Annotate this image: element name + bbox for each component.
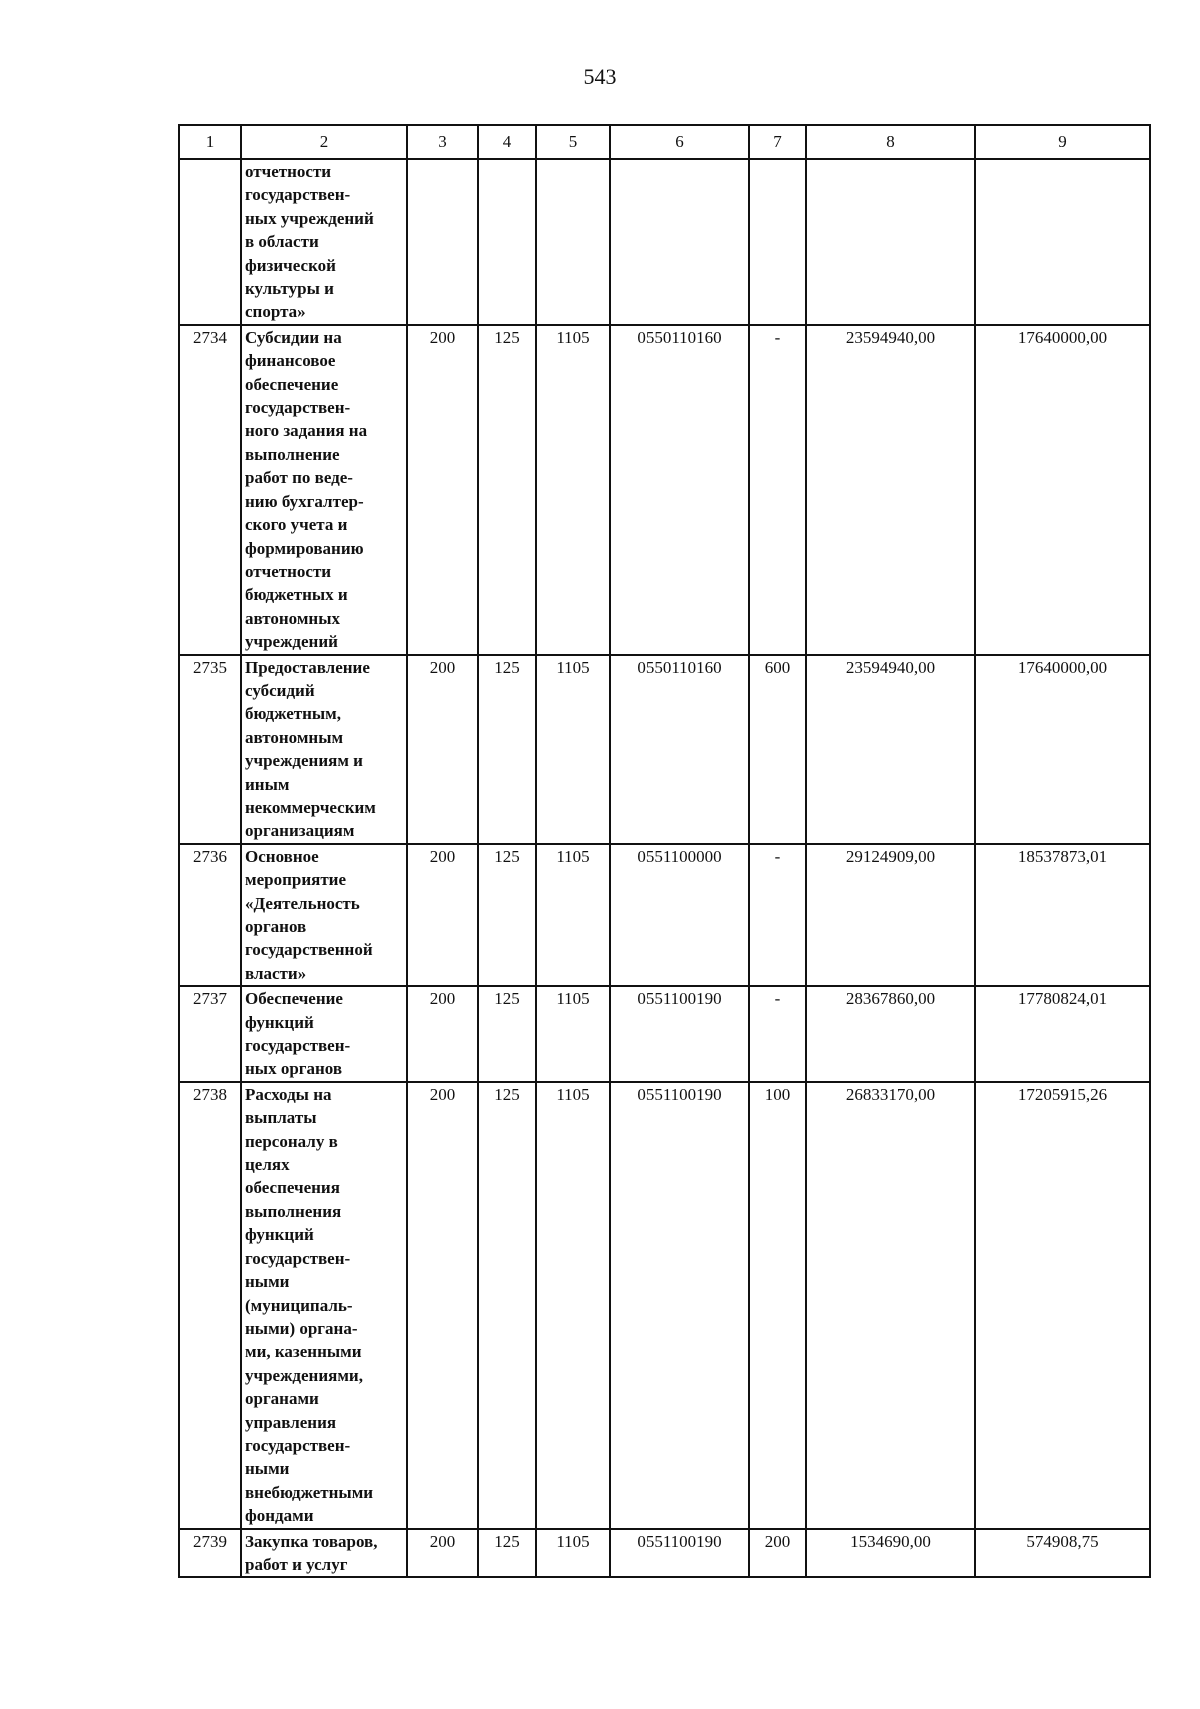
cell-col7 bbox=[749, 159, 806, 325]
cell-col9: 17780824,01 bbox=[975, 986, 1150, 1082]
cell-col7: 600 bbox=[749, 655, 806, 844]
cell-col9 bbox=[975, 159, 1150, 325]
cell-col3: 200 bbox=[407, 844, 478, 986]
cell-col5: 1105 bbox=[536, 655, 610, 844]
row-name: Расходы на выплаты персоналу в целях обеспечения выполнения функций государствен- ными (муниципаль- ными) органа- ми, казенными учреждениями, органами управления государствен- ными внебюджетными фондами bbox=[241, 1082, 407, 1529]
cell-col6: 0550110160 bbox=[610, 325, 749, 655]
cell-col9: 17640000,00 bbox=[975, 655, 1150, 844]
cell-col4: 125 bbox=[478, 844, 536, 986]
column-header-5: 5 bbox=[536, 125, 610, 159]
column-header-9: 9 bbox=[975, 125, 1150, 159]
row-name: Субсидии на финансовое обеспечение государствен- ного задания на выполнение работ по веде- нию бухгалтер- ского учета и формированию отчетности бюджетных и автономных учреждений bbox=[241, 325, 407, 655]
cell-col9: 17640000,00 bbox=[975, 325, 1150, 655]
cell-col6: 0550110160 bbox=[610, 655, 749, 844]
column-header-3: 3 bbox=[407, 125, 478, 159]
cell-col4 bbox=[478, 159, 536, 325]
page-number: 543 bbox=[583, 64, 617, 89]
cell-col7: 100 bbox=[749, 1082, 806, 1529]
cell-col3 bbox=[407, 159, 478, 325]
row-number: 2737 bbox=[179, 986, 241, 1082]
row-number: 2735 bbox=[179, 655, 241, 844]
cell-col5: 1105 bbox=[536, 844, 610, 986]
cell-col6 bbox=[610, 159, 749, 325]
table-row bbox=[179, 986, 1150, 1082]
row-number: 2739 bbox=[179, 1529, 241, 1578]
cell-col3: 200 bbox=[407, 1529, 478, 1578]
cell-col4: 125 bbox=[478, 1529, 536, 1578]
row-name: Обеспечение функций государствен- ных органов bbox=[241, 986, 407, 1082]
cell-col8: 26833170,00 bbox=[806, 1082, 975, 1529]
table-row bbox=[179, 159, 1150, 325]
cell-col5: 1105 bbox=[536, 1082, 610, 1529]
row-number: 2738 bbox=[179, 1082, 241, 1529]
column-header-1: 1 bbox=[179, 125, 241, 159]
cell-col6: 0551100190 bbox=[610, 986, 749, 1082]
cell-col9: 574908,75 bbox=[975, 1529, 1150, 1578]
cell-col3: 200 bbox=[407, 986, 478, 1082]
table-row bbox=[179, 1082, 1150, 1529]
cell-col6: 0551100000 bbox=[610, 844, 749, 986]
cell-col9: 17205915,26 bbox=[975, 1082, 1150, 1529]
row-name: Закупка товаров, работ и услуг bbox=[241, 1529, 407, 1578]
row-number bbox=[179, 159, 241, 325]
column-header-7: 7 bbox=[749, 125, 806, 159]
table-row bbox=[179, 844, 1150, 986]
cell-col7: - bbox=[749, 325, 806, 655]
column-header-2: 2 bbox=[241, 125, 407, 159]
row-name: отчетности государствен- ных учреждений в области физической культуры и спорта» bbox=[241, 159, 407, 325]
row-name: Предоставление субсидий бюджетным, автономным учреждениям и иным некоммерческим организациям bbox=[241, 655, 407, 844]
table-row bbox=[179, 325, 1150, 655]
cell-col4: 125 bbox=[478, 655, 536, 844]
cell-col6: 0551100190 bbox=[610, 1082, 749, 1529]
cell-col3: 200 bbox=[407, 655, 478, 844]
cell-col8: 29124909,00 bbox=[806, 844, 975, 986]
cell-col4: 125 bbox=[478, 986, 536, 1082]
cell-col3: 200 bbox=[407, 325, 478, 655]
cell-col8: 23594940,00 bbox=[806, 325, 975, 655]
column-header-4: 4 bbox=[478, 125, 536, 159]
cell-col3: 200 bbox=[407, 1082, 478, 1529]
row-name: Основное мероприятие «Деятельность органов государственной власти» bbox=[241, 844, 407, 986]
cell-col6: 0551100190 bbox=[610, 1529, 749, 1578]
cell-col5: 1105 bbox=[536, 325, 610, 655]
cell-col8: 28367860,00 bbox=[806, 986, 975, 1082]
cell-col5: 1105 bbox=[536, 986, 610, 1082]
budget-table bbox=[178, 124, 1151, 1578]
cell-col7: - bbox=[749, 844, 806, 986]
cell-col8 bbox=[806, 159, 975, 325]
row-number: 2734 bbox=[179, 325, 241, 655]
cell-col7: 200 bbox=[749, 1529, 806, 1578]
cell-col4: 125 bbox=[478, 1082, 536, 1529]
cell-col9: 18537873,01 bbox=[975, 844, 1150, 986]
column-header-8: 8 bbox=[806, 125, 975, 159]
cell-col8: 23594940,00 bbox=[806, 655, 975, 844]
cell-col5: 1105 bbox=[536, 1529, 610, 1578]
cell-col5 bbox=[536, 159, 610, 325]
header-row bbox=[179, 125, 1150, 159]
cell-col7: - bbox=[749, 986, 806, 1082]
table-row bbox=[179, 1529, 1150, 1578]
row-number: 2736 bbox=[179, 844, 241, 986]
column-header-6: 6 bbox=[610, 125, 749, 159]
table-row bbox=[179, 655, 1150, 844]
cell-col4: 125 bbox=[478, 325, 536, 655]
cell-col8: 1534690,00 bbox=[806, 1529, 975, 1578]
